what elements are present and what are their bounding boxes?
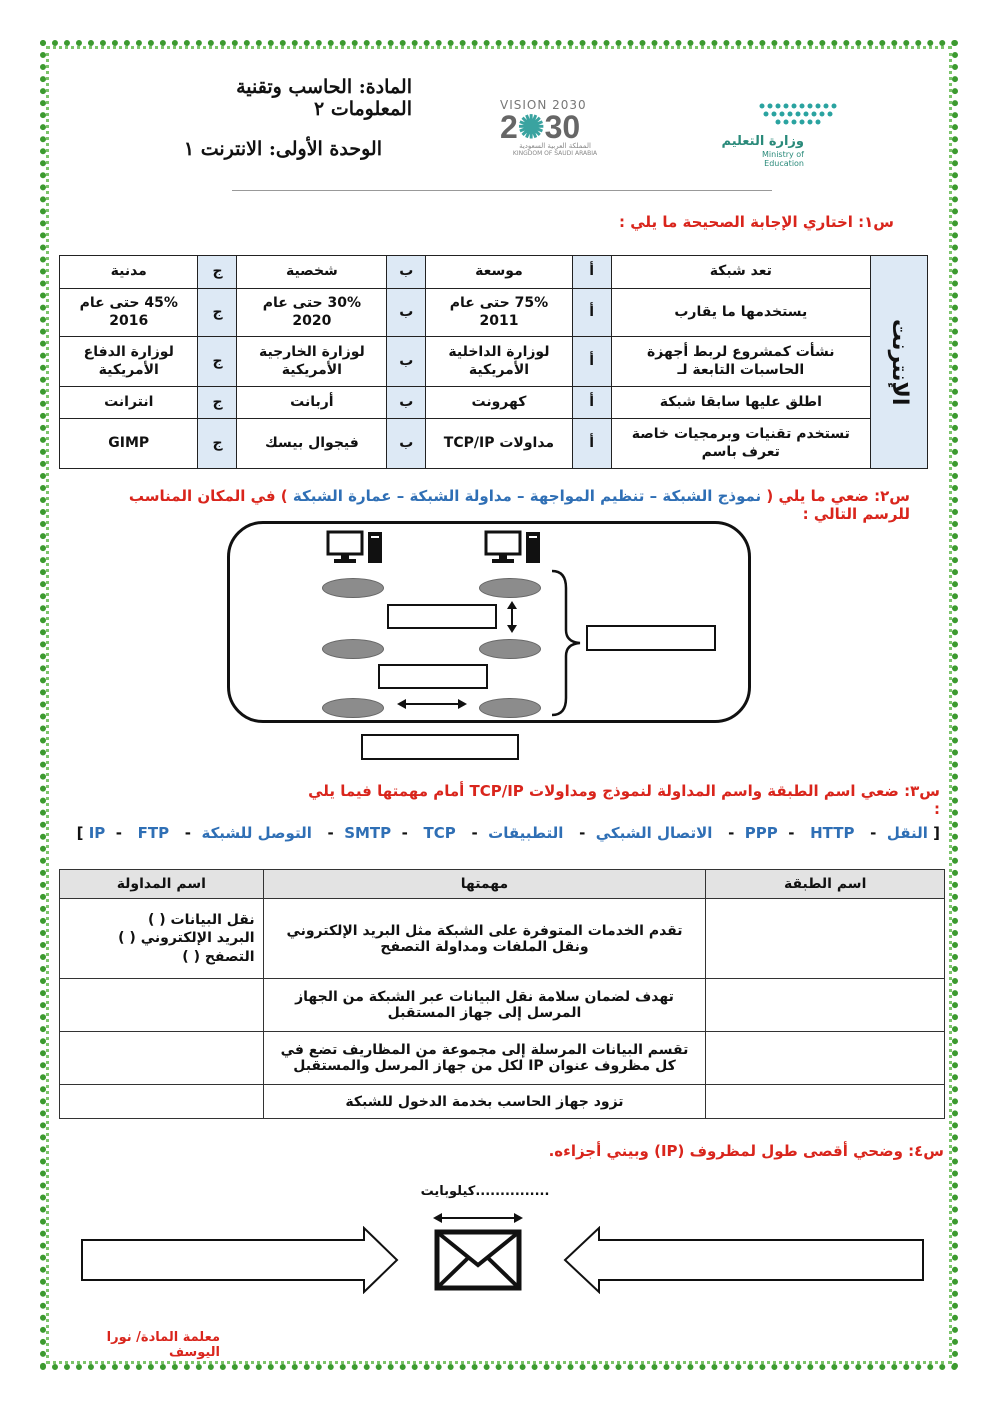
protocol-line: البريد الإلكتروني ( ) xyxy=(118,930,255,947)
protocol-cell[interactable] xyxy=(60,979,264,1032)
q1-title: س١: اختاري الإجابة الصحيحة ما يلي : xyxy=(618,213,894,231)
word-bank-item: التوصل للشبكة xyxy=(201,824,312,842)
option-c[interactable]: مدنية xyxy=(60,256,198,289)
q1-question: نشأت كمشروع لربط أجهزة الحاسبات التابعة لـ xyxy=(611,337,870,387)
protocol-cell[interactable] xyxy=(60,899,264,979)
task-cell: تقدم الخدمات المتوفرة على الشبكة مثل البريد الإلكتروني ونقل الملفات ومداولة التصفح xyxy=(263,899,706,979)
q1-row xyxy=(60,387,928,419)
curly-brace-icon xyxy=(548,568,584,718)
q3-word-bank: [ النقل - PPP - HTTP - الاتصال الشبكي - التطبيقات - SMTP - TCP - التوصل للشبكة - IP - FTP ] xyxy=(76,824,940,842)
option-letter: ب xyxy=(387,256,426,289)
answer-box-interface[interactable] xyxy=(378,664,488,689)
unit-title: الوحدة الأولى: الانترنت ١ xyxy=(183,138,382,160)
option-b[interactable]: فيجوال بيسك xyxy=(237,419,387,469)
layer-disk xyxy=(322,639,384,659)
subject-title: المادة: الحاسب وتقنية المعلومات ٢ xyxy=(236,76,412,120)
q1-row xyxy=(60,337,928,387)
option-letter: أ xyxy=(572,419,611,469)
q1-question: اطلق عليها سابقا شبكة xyxy=(611,387,870,419)
layer-disk xyxy=(479,578,541,598)
q1-table xyxy=(59,255,928,469)
option-c[interactable]: انترانت xyxy=(60,387,198,419)
q1-question: تعد شبكة xyxy=(611,256,870,289)
ministry-dots-icon xyxy=(758,100,838,128)
q1-question: يستخدمها ما يقارب xyxy=(611,289,870,337)
horizontal-double-arrow-icon xyxy=(396,696,468,712)
table-row xyxy=(60,1085,945,1119)
option-a[interactable]: موسعة xyxy=(426,256,572,289)
q3-title: س٣: ضعي اسم الطبقة واسم المداولة لنموذج ومداولات TCP/IP أمام مهمتها فيما يلي : xyxy=(308,782,940,818)
option-c[interactable]: GIMP xyxy=(60,419,198,469)
header-layer: اسم الطبقة xyxy=(706,870,945,899)
protocol-line: نقل البيانات ( ) xyxy=(148,912,255,929)
option-letter: ب xyxy=(387,337,426,387)
option-b[interactable]: لوزارة الخارجية الأمريكية xyxy=(237,337,387,387)
word-bank-item: TCP xyxy=(423,824,456,842)
option-a[interactable]: لوزارة الداخلية الأمريكية xyxy=(426,337,572,387)
layer-disk xyxy=(322,698,384,718)
task-cell: تهدف لضمان سلامة نقل البيانات عبر الشبكة من الجهاز المرسل إلى جهاز المستقبل xyxy=(263,979,706,1032)
table-row xyxy=(60,899,945,979)
answer-box-model[interactable] xyxy=(586,625,716,651)
option-letter: أ xyxy=(572,387,611,419)
ministry-logo: وزارة التعليم Ministry of Education xyxy=(720,100,840,160)
option-letter: أ xyxy=(572,289,611,337)
word-bank-item: SMTP xyxy=(344,824,392,842)
word-bank-item: IP xyxy=(88,824,106,842)
word-bank-item: FTP xyxy=(137,824,170,842)
layer-disk xyxy=(322,578,384,598)
option-a[interactable]: كهرونت xyxy=(426,387,572,419)
teacher-name: معلمة المادة/ نورا اليوسف xyxy=(106,1330,220,1360)
option-a[interactable]: 75% حتى عام 2011 xyxy=(426,289,572,337)
protocol-cell[interactable] xyxy=(60,1032,264,1085)
protocol-cell[interactable] xyxy=(60,1085,264,1119)
option-letter: ج xyxy=(198,289,237,337)
answer-box-architecture[interactable] xyxy=(361,734,519,760)
option-letter: ب xyxy=(387,289,426,337)
option-c[interactable]: لوزارة الدفاع الأمريكية xyxy=(60,337,198,387)
vision-2030-logo: VISION 2030 2✺30 المملكة العربية السعودية KINGDOM OF SAUDI ARABIA xyxy=(500,98,598,157)
option-b[interactable]: شخصية xyxy=(237,256,387,289)
option-letter: أ xyxy=(572,256,611,289)
envelope-icon xyxy=(434,1229,522,1291)
protocol-line: التصفح ( ) xyxy=(182,948,255,965)
layer-answer-cell[interactable] xyxy=(706,979,945,1032)
width-arrow-icon xyxy=(432,1208,524,1228)
q1-question: تستخدم تقنيات وبرمجيات خاصة تعرف باسم xyxy=(611,419,870,469)
word-bank-item: النقل xyxy=(886,824,928,842)
layer-answer-cell[interactable] xyxy=(706,899,945,979)
q1-row xyxy=(60,419,928,469)
right-arrow-icon xyxy=(80,1226,400,1294)
header-protocol: اسم المداولة xyxy=(60,870,264,899)
word-bank-item: PPP xyxy=(744,824,778,842)
vertical-double-arrow-icon xyxy=(500,600,524,634)
q2-title-prefix: س٢: ضعي ما يلي ( xyxy=(766,487,910,505)
option-letter: ج xyxy=(198,419,237,469)
task-cell: تقسم البيانات المرسلة إلى مجموعة من المظاريف تضع في كل مظروف عنوان IP لكل من جهاز المرسل والمستقبل xyxy=(263,1032,706,1085)
table-row xyxy=(60,1032,945,1085)
size-label[interactable]: ...............كيلوبايت xyxy=(420,1184,550,1199)
layer-answer-cell[interactable] xyxy=(706,1032,945,1085)
layer-disk xyxy=(479,639,541,659)
word-bank-item: التطبيقات xyxy=(488,824,564,842)
option-letter: ج xyxy=(198,387,237,419)
computer-icon xyxy=(326,530,384,566)
q2-title-suffix: ) في المكان المناسب للرسم التالي : xyxy=(128,487,910,523)
option-a[interactable]: مداولات TCP/IP xyxy=(426,419,572,469)
left-arrow-icon xyxy=(563,1226,925,1294)
layer-answer-cell[interactable] xyxy=(706,1085,945,1119)
q4-title: س٤: وضحي أقصى طول لمظروف (IP) وبيني أجزاءه. xyxy=(548,1142,944,1160)
q1-row xyxy=(60,256,928,289)
task-cell: تزود جهاز الحاسب بخدمة الدخول للشبكة xyxy=(263,1085,706,1119)
option-b[interactable]: 30% حتى عام 2020 xyxy=(237,289,387,337)
word-bank-item: الاتصال الشبكي xyxy=(595,824,713,842)
option-letter: ج xyxy=(198,256,237,289)
option-letter: ب xyxy=(387,387,426,419)
header-task: مهمتها xyxy=(263,870,706,899)
option-b[interactable]: أربانت xyxy=(237,387,387,419)
header-divider xyxy=(232,190,772,191)
option-letter: ب xyxy=(387,419,426,469)
q1-side-label: الإنترنت xyxy=(871,256,928,469)
option-letter: أ xyxy=(572,337,611,387)
option-letter: ج xyxy=(198,337,237,387)
answer-box-protocol[interactable] xyxy=(387,604,497,629)
layer-disk xyxy=(479,698,541,718)
q2-options: نموذج الشبكة – تنظيم المواجهة – مداولة الشبكة – عمارة الشبكة xyxy=(292,487,762,505)
computer-icon xyxy=(484,530,542,566)
table-row xyxy=(60,979,945,1032)
q3-table xyxy=(59,869,945,1119)
word-bank-item: HTTP xyxy=(810,824,855,842)
q1-row xyxy=(60,289,928,337)
option-c[interactable]: 45% حتى عام 2016 xyxy=(60,289,198,337)
q2-title xyxy=(90,487,910,523)
